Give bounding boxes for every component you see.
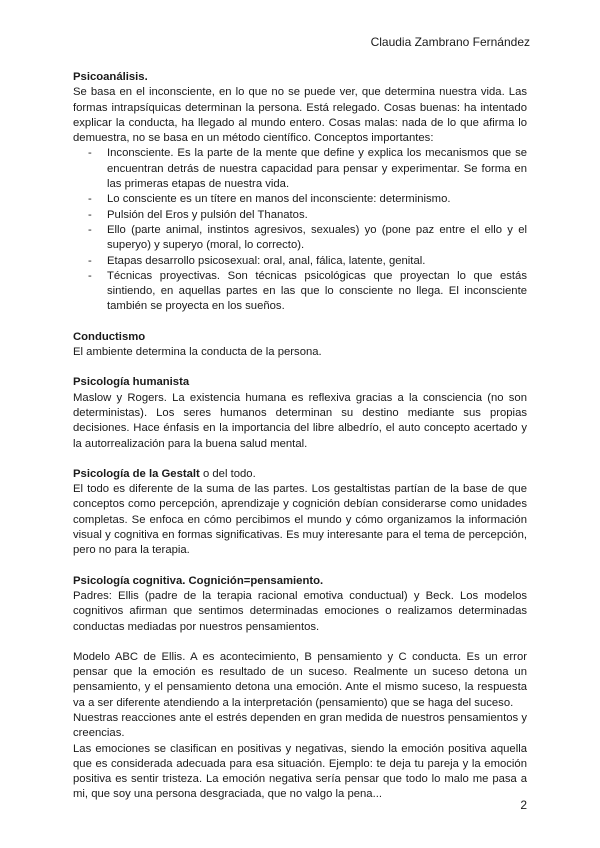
concepts-list [73, 146, 527, 314]
section-title [73, 70, 527, 85]
section-title-text: Psicología de la Gestalt [73, 467, 200, 480]
list-item: - Inconsciente. Es la parte de la mente que define y explica los mecanismos que se encuentran detrás de nuestra capacidad para pensar y experimentar. Se forma en las primeras etapas de nuestra vida. [88, 146, 527, 192]
section-title-rest: o del todo. [202, 467, 256, 480]
section-title: Conductismo [73, 330, 146, 343]
section-paragraph: Nuestras reacciones ante el estrés dependen en gran medida de nuestros pensamientos y creencias. [73, 711, 527, 740]
section-title: Psicología cognitiva. Cognición=pensamiento. [73, 574, 324, 587]
section-conductismo [73, 330, 527, 361]
section-title [73, 467, 527, 482]
section-gestalt [73, 467, 527, 559]
list-item: - Ello (parte animal, instintos agresivos, sexuales) yo (pone paz entre el ello y el superyo) y superyo (moral, lo correcto). [88, 223, 527, 254]
section-paragraph: El ambiente determina la conducta de la persona. [73, 346, 322, 359]
section-paragraph: Modelo ABC de Ellis. A es acontecimiento, B pensamiento y C conducta. Es un error pensar que la emoción es resultado de un suceso. Realmente un suceso detona un pensamiento, y el pensamiento detona una emoción. Ante el mismo suceso, la respuesta va a ser diferente atendiendo a la interpretación (pensamiento) que se haga del suceso. [73, 650, 527, 709]
page-number: 2 [520, 798, 527, 812]
section-title-text: Psicoanálisis [73, 71, 145, 83]
section-cognitiva [73, 574, 527, 803]
list-item: - Pulsión del Eros y pulsión del Thanatos. [88, 208, 527, 223]
section-title: Psicología humanista [73, 376, 190, 389]
section-paragraph: El todo es diferente de la suma de las partes. Los gestaltistas partían de la base de que conceptos como percepción, aprendizaje y cognición debían considerarse como unidades completas. Se enfoca en cómo percibimos el mundo y cómo organizamos la información visual y cognitiva en formas significativas. Es muy interesante para el tema de percepción, pero no para la terapia. [73, 483, 527, 557]
section-title-suffix: . [144, 71, 148, 83]
section-paragraph: Las emociones se clasifican en positivas y negativas, siendo la emoción positiva aquella que es considerada adecuada para esa situación. Ejemplo: te deja tu pareja y la emoción positiva es sentir tristeza. La emoción negativa sería pensar que todo lo malo me pasa a mi, que soy una persona desgraciada, que no valgo la pena... [73, 742, 527, 801]
section-paragraph: Se basa en el inconsciente, en lo que no se puede ver, que determina nuestra vida. Las formas intrapsíquicas determinan la persona. Está relegado. Cosas buenas: ha intentado explicar la conducta, ha llegado al mundo entero. Cosas malas: nada de lo que afirma lo demuestra, no se basa en un método científico. Conceptos importantes: [73, 86, 527, 145]
page-content [73, 70, 527, 818]
list-item: - Lo consciente es un títere en manos del inconsciente: determinismo. [88, 192, 527, 207]
section-psicoanalisis [73, 70, 527, 315]
section-humanista [73, 375, 527, 451]
list-item: - Etapas desarrollo psicosexual: oral, anal, fálica, latente, genital. [88, 254, 527, 269]
list-item: - Técnicas proyectivas. Son técnicas psicológicas que proyectan lo que estás sintiendo, en aquellas partes en las que lo consciente no llega. El inconsciente también se proyecta en los sueños. [88, 269, 527, 315]
section-paragraph: Maslow y Rogers. La existencia humana es reflexiva gracias a la consciencia (no son deterministas). Los seres humanos determinan su destino mediante sus propias decisiones. Hace énfasis en la importancia del libre albedrío, el auto concepto acertado y la autorrealización para la buena salud mental. [73, 391, 527, 450]
header-author: Claudia Zambrano Fernández [370, 35, 530, 49]
section-paragraph: Padres: Ellis (padre de la terapia racional emotiva conductual) y Beck. Los modelos cognitivos afirman que sentimos determinadas emociones o realizamos determinadas conductas mediadas por nuestros pensamientos. [73, 589, 527, 633]
